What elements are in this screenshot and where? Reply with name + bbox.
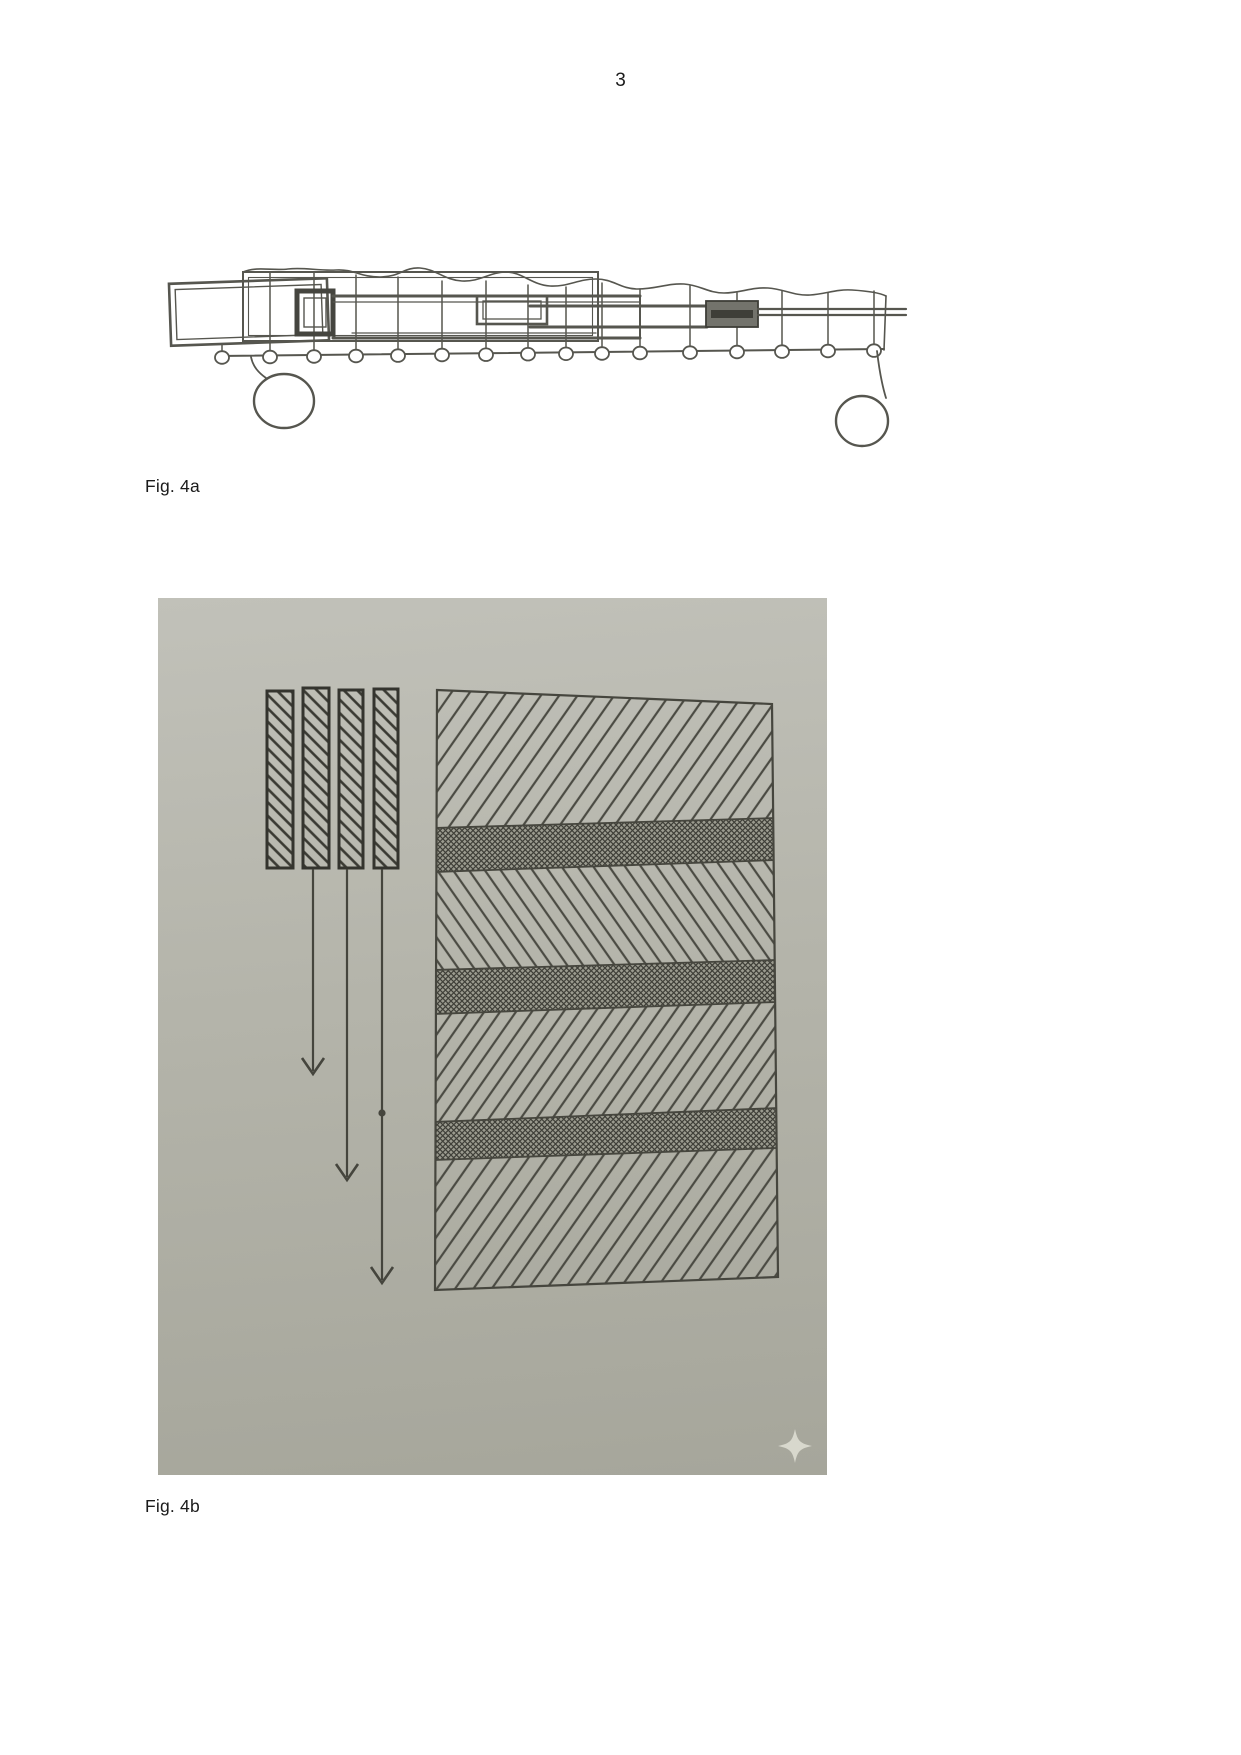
wheel-left [254, 374, 314, 428]
arrow-3-dot [378, 1109, 385, 1116]
hatched-bar-1 [267, 691, 293, 868]
layer-hatch-3 [434, 1002, 777, 1122]
support-rollers [215, 344, 881, 364]
layer-hatch-1 [434, 688, 777, 828]
layer-hatch-2 [434, 860, 777, 970]
arrow-3 [371, 869, 393, 1283]
hatched-bar-2 [303, 688, 329, 868]
boom-rod [758, 309, 906, 315]
fig4a-drawing [150, 230, 930, 460]
arrow-2 [336, 869, 358, 1180]
layer-hatch-4 [434, 1148, 777, 1292]
hatched-bar-4 [374, 689, 398, 868]
depth-arrows [302, 869, 393, 1283]
hatched-bars [267, 688, 398, 868]
figure-4b-label: Fig. 4b [145, 1496, 200, 1516]
page-number: 3 [615, 70, 626, 91]
boom-carriage [706, 301, 758, 327]
sparkle-icon [778, 1429, 812, 1463]
figure-4a-label: Fig. 4a [145, 476, 200, 496]
fig4b-drawing [158, 598, 827, 1475]
hatched-bar-3 [339, 690, 363, 868]
boom-section-3 [297, 291, 640, 338]
arrow-1 [302, 869, 324, 1074]
figure-4b-photo [158, 598, 827, 1475]
layered-block [434, 688, 778, 1292]
wheel-strut-right [877, 351, 886, 398]
wheel-right [836, 396, 888, 446]
